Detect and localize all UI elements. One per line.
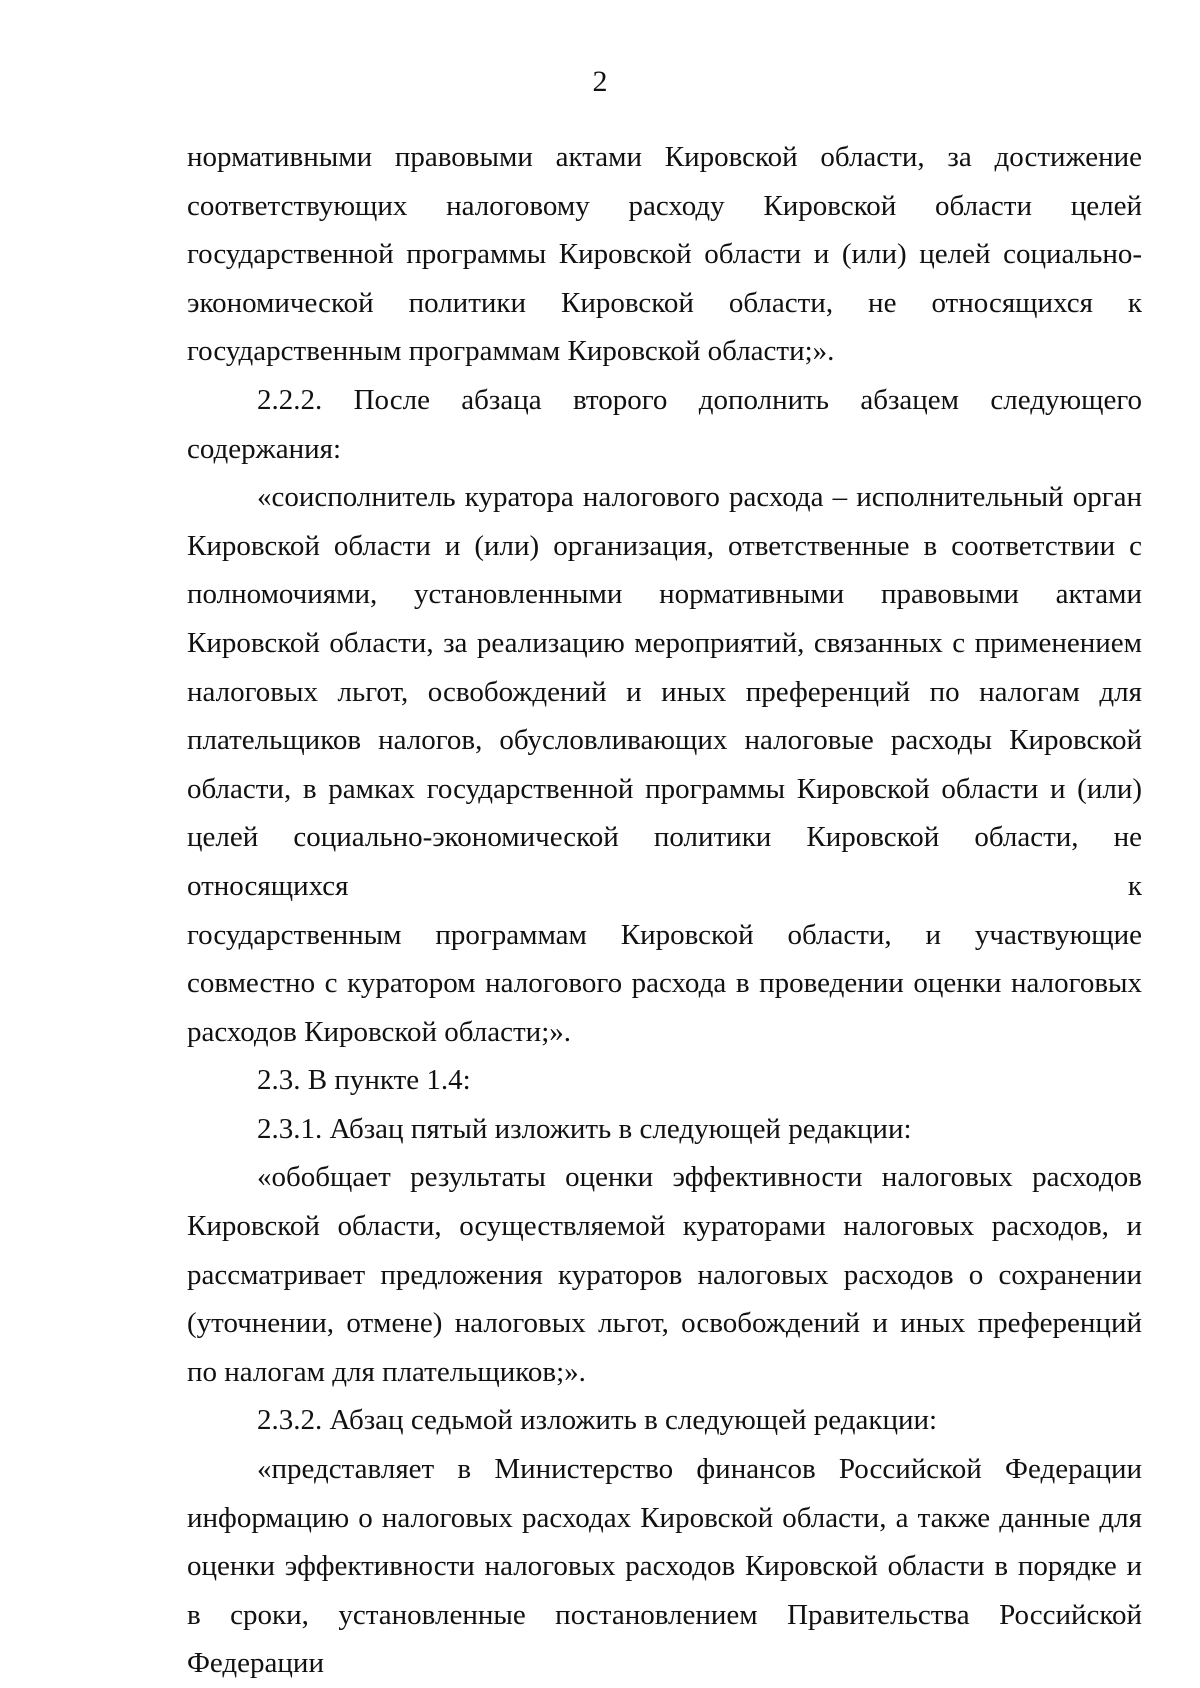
paragraph-4: «соисполнитель куратора налогового расхода – исполнительный орган Кировской области и (или) организация, ответственные в соответствии с полномочиями, установленными нормативными правовыми актами Кировской области, за реализацию мероприятий, связанных с применением налоговых льгот, освобождений и иных преференций по налогам для плательщиков налогов, обусловливающих налоговые расходы Кировской области, в рамках государственной программы Кировской области и (или) целей социально-экономической политики Кировской области, не относящихся к: [187, 481, 1142, 902]
paragraph-10: «представляет в Министерство финансов Российской Федерации информацию о налоговых расходах Кировской области, а также данные для оценки эффективности налоговых расходов Кировской области в порядке и в сроки, установленные постановлением Правительства Российской Федерации: [187, 1453, 1142, 1680]
paragraph-3: 2.2.2. После абзаца второго дополнить абзацем следующего содержания:: [187, 383, 1142, 465]
paragraph-6: 2.3. В пункте 1.4:: [257, 1064, 471, 1097]
document-body: [187, 133, 1142, 1688]
page-number: 2: [592, 65, 608, 98]
paragraph-1: нормативными правовыми актами Кировской области, за достижение соответствующих налоговому расходу Кировской области целей государственной программы Кировской области и (или) целей социально-экономической политики Кировской области, не относящихся к: [187, 141, 1142, 319]
paragraph-8: «обобщает результаты оценки эффективности налоговых расходов Кировской области, осуществляемой кураторами налоговых расходов, и рассматривает предложения кураторов налоговых расходов о сохранении (уточнении, отмене) налоговых льгот, освобождений и иных преференций по налогам для плательщиков;».: [187, 1161, 1142, 1388]
paragraph-9: 2.3.2. Абзац седьмой изложить в следующей редакции:: [257, 1404, 938, 1437]
paragraph-5: государственным программам Кировской области, и участвующие совместно с куратором налогового расхода в проведении оценки налоговых расходов Кировской области;».: [187, 918, 1142, 1048]
paragraph-2: государственным программам Кировской области;».: [187, 335, 835, 368]
paragraph-7: 2.3.1. Абзац пятый изложить в следующей редакции:: [257, 1112, 912, 1145]
